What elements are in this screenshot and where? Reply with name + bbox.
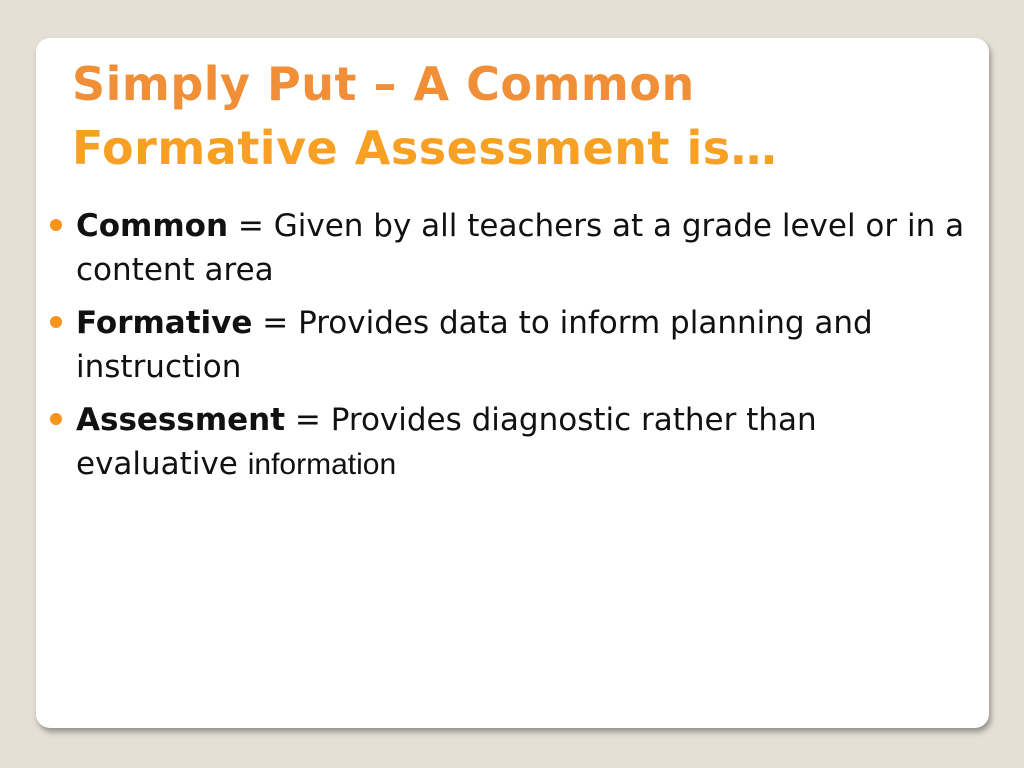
bullet-definition: = Given by all teachers at a grade level or in a content area bbox=[76, 208, 965, 288]
bullet-item-formative bbox=[48, 301, 968, 389]
bullet-dot-icon bbox=[50, 219, 62, 231]
bullet-definition: = Provides diagnostic rather than evaluative bbox=[76, 402, 817, 482]
bullet-definition: = Provides data to inform planning and instruction bbox=[76, 305, 873, 385]
bullet-item-assessment bbox=[48, 398, 968, 487]
slide-title-line2: Formative Assessment is… bbox=[72, 121, 778, 175]
bullet-dot-icon bbox=[50, 413, 62, 425]
bullet-list bbox=[48, 204, 968, 496]
bullet-term: Common bbox=[76, 208, 229, 244]
bullet-dot-icon bbox=[50, 316, 62, 328]
bullet-definition-tail: information bbox=[247, 448, 397, 481]
bullet-item-common bbox=[48, 204, 968, 292]
bullet-term: Assessment bbox=[76, 402, 286, 438]
slide-title bbox=[72, 52, 777, 180]
bullet-term: Formative bbox=[76, 305, 253, 341]
slide-title-line1: Simply Put – A Common bbox=[72, 57, 695, 111]
